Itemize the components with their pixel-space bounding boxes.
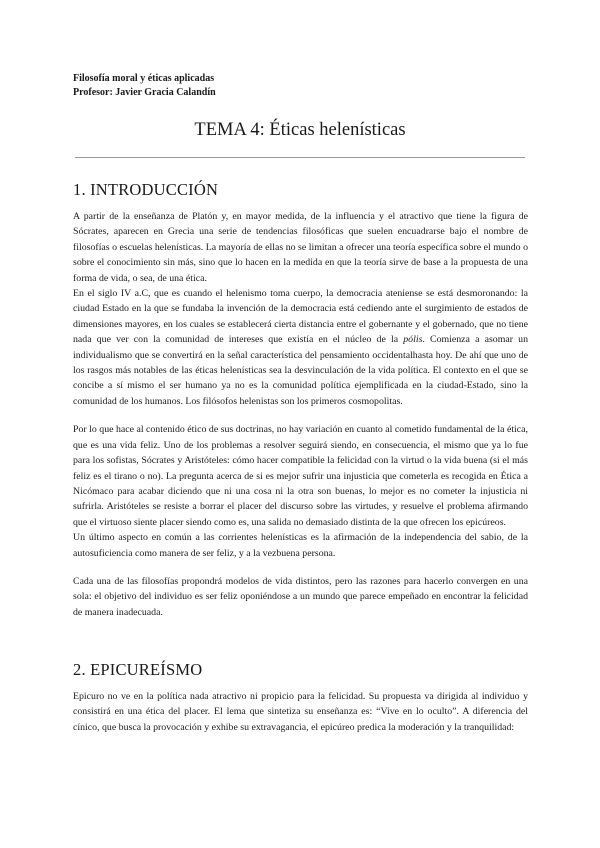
paragraph: Un último aspecto en común a las corrientes helenísticas es la afirmación de la independencia del sabio, de la autosuficiencia como manera de ser feliz, y a la vezbuena persona.	[73, 532, 528, 559]
italic-term: pólis	[403, 334, 423, 346]
paragraph: Cada una de las filosofías propondrá modelos de vida distintos, pero las razones para hacerlo convergen en una sola: el objetivo del individuo es ser feliz oponiéndose a un mundo que parece empeñado en encontrar la felicidad de manera inadecuada.	[73, 575, 528, 618]
paragraph: Por lo que hace al contenido ético de sus doctrinas, no hay variación en cuanto al cometido fundamental de la ética, que es una vida feliz. Uno de los problemas a resolver seguirá siendo, en consecuencia, el mismo que ya lo fue para los sofistas, Sócrates y Aristóteles: cómo hacer compatible la felicidad con la virtud o la vida buena (si el más feliz es el tirano o no). La pregunta acerca de si es mejor sufrir una injusticia que cometerla es recogida en Ética a Nicómaco para acabar diciendo que ni una cosa ni la otra son buenas, lo mejor es no cometer la injusticia ni sufrirla. Aristóteles se resiste a borrar el placer del discurso sobre las virtudes, y resuelve el problema afirmando que el virtuoso siente placer siendo como es, una salida no demasiado distinta de la que ofrecen los epicúreos.	[73, 424, 528, 528]
section-introduccion	[73, 179, 528, 620]
professor-name: Profesor: Javier Gracia Calandín	[73, 87, 216, 98]
paragraph: A partir de la enseñanza de Platón y, en mayor medida, de la influencia y el atractivo que tiene la figura de Sócrates, aparecen en Grecia una serie de tendencias filosóficas que suelen encuadrarse bajo el nombre de filosofías o escuelas helenísticas. La mayoría de ellas no se limitan a ofrecer una teoría específica sobre el mundo o sobre el conocimiento sin más, sino que lo hacen en la medida en que la teoría sirve de base a la propuesta de una forma de vida, o sea, de una ética.	[73, 211, 528, 284]
paragraph-gap	[73, 561, 528, 574]
course-name: Filosofía moral y éticas aplicadas	[73, 73, 215, 84]
paragraph-text: En el siglo IV a.C, que es cuando el helenismo toma cuerpo, la democracia ateniense se está desmoronando: la ciudad Estado en la que se fundaba la invención de la democracia está cediendo ante el surgimiento de estados de dimensiones mayores, en los cuales se establecerá cierta distancia entre el gobernante y el gobernado, que no tiene nada que ver con la comunidad de intereses que existía en el núcleo de la	[73, 288, 528, 346]
paragraph-text: . Comienza a asomar un individualismo que se convertirá en la señal característica del pensamiento occidentalhasta hoy. De ahí que uno de los rasgos más notables de las éticas helenísticas sea la desvinculación de la vida política. El contexto en el que se concibe a sí mismo el ser humano ya no es la comunidad política ejemplificada en la ciudad-Estado, sino la comunidad de los humanos. Los filósofos helenistas son los primeros cosmopolitas.	[73, 334, 528, 407]
paragraph-gap	[73, 409, 528, 422]
paragraph: Epicuro no ve en la política nada atractivo ni propicio para la felicidad. Su propuesta va dirigida al individuo y consistirá en una ética del placer. El lema que sintetiza su enseñanza es: “Vive en lo oculto”. A diferencia del cínico, que busca la provocación y exhibe su extravagancia, el epicúreo predica la moderación y la tranquilidad:	[73, 691, 528, 733]
section-epicureismo	[73, 659, 528, 735]
document-header	[73, 72, 533, 100]
paragraph	[73, 286, 528, 409]
section-heading: 1. INTRODUCCIÓN	[73, 180, 219, 199]
section-heading: 2. EPICUREÍSMO	[73, 660, 203, 679]
document-title: TEMA 4: Éticas helenísticas	[194, 120, 406, 140]
title-divider	[75, 157, 525, 158]
